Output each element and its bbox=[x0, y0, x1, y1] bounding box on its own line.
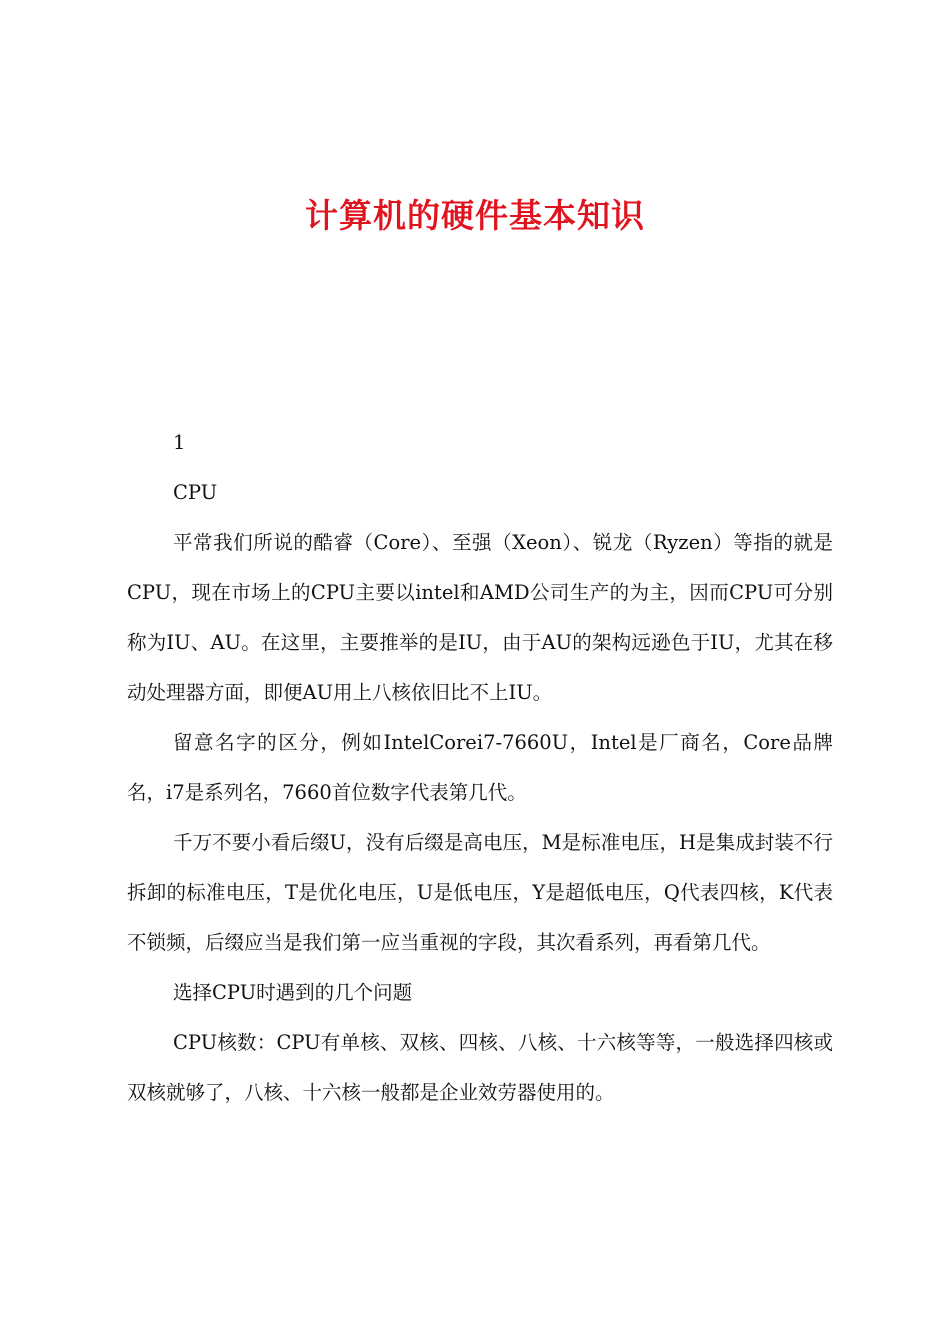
paragraph-subheading: 选择CPU时遇到的几个问题 bbox=[173, 981, 413, 1004]
paragraph: CPU核数：CPU有单核、双核、四核、八核、十六核等等，一般选择四核或双核就够了，八核、十六核一般都是企业效劳器使用的。 bbox=[127, 1031, 833, 1104]
paragraph-section-number: 1 bbox=[173, 431, 186, 454]
document-title: 计算机的硬件基本知识 bbox=[305, 196, 645, 236]
paragraph-section-heading: CPU bbox=[173, 481, 218, 504]
document-body bbox=[127, 418, 833, 1118]
paragraph: 千万不要小看后缀U，没有后缀是高电压，M是标准电压，H是集成封装不行拆卸的标准电压，T是优化电压，U是低电压，Y是超低电压，Q代表四核，K代表不锁频，后缀应当是我们第一应当重视的字段，其次看系列，再看第几代。 bbox=[127, 831, 833, 954]
paragraph: 留意名字的区分，例如IntelCorei7-7660U，Intel是厂商名，Core品牌名，i7是系列名，7660首位数字代表第几代。 bbox=[127, 731, 833, 804]
paragraph: 平常我们所说的酷睿（Core）、至强（Xeon）、锐龙（Ryzen）等指的就是CPU，现在市场上的CPU主要以intel和AMD公司生产的为主，因而CPU可分别称为IU、AU。在这里，主要推举的是IU，由于AU的架构远逊色于IU，尤其在移动处理器方面，即便AU用上八核依旧比不上IU。 bbox=[127, 531, 833, 704]
